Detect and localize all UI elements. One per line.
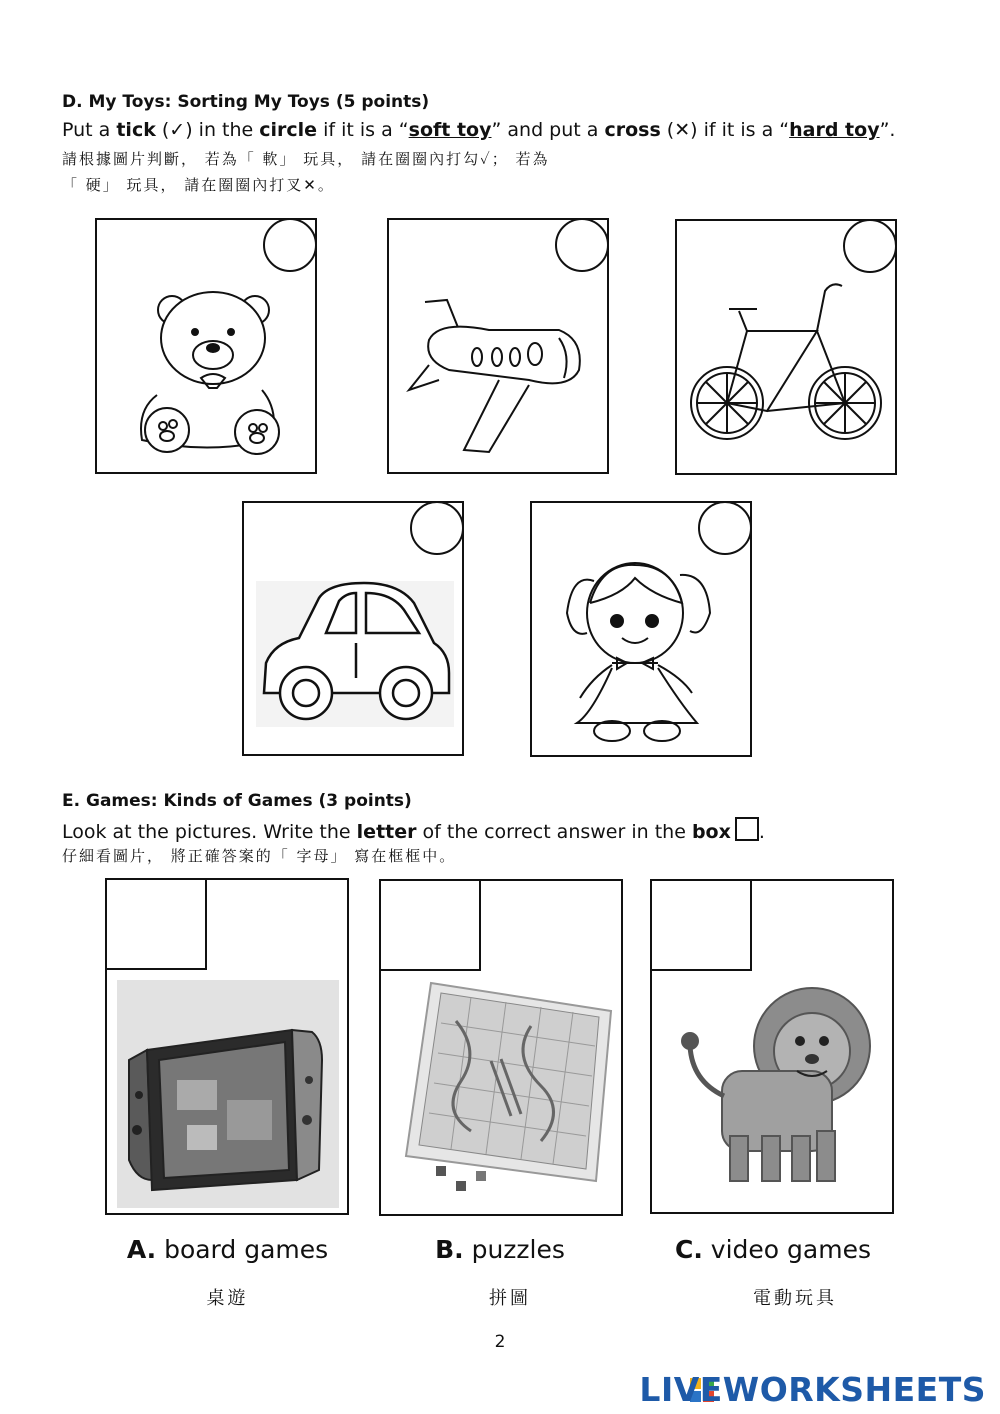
toy-answer-circle-5[interactable] <box>698 501 752 555</box>
toy-answer-circle-3[interactable] <box>843 219 897 273</box>
section-d-chinese-line-1: 請根據圖片判斷， 若為「 軟」 玩具， 請在圈圈內打勾✓； 若為 <box>62 150 550 168</box>
section-d-chinese-line-2: 「 硬」 玩具， 請在圈圈內打叉✕。 <box>62 176 335 194</box>
toy-answer-circle-1[interactable] <box>263 218 317 272</box>
toy-answer-circle-4[interactable] <box>410 501 464 555</box>
option-a-chinese: 桌遊 <box>206 1288 249 1309</box>
section-e-instruction: Look at the pictures. Write the letter of the correct answer in the box . <box>62 817 765 843</box>
option-b: B. puzzles <box>435 1235 565 1264</box>
game-card-puzzle <box>650 879 894 1214</box>
tick-icon: ✓ <box>169 119 186 141</box>
snakes-and-ladders-board-icon <box>381 881 621 1214</box>
section-e-chinese-line: 仔細看圖片， 將正確答案的「 字母」 寫在框框中。 <box>62 847 457 865</box>
toy-card-airplane <box>387 218 609 474</box>
liveworksheets-brand[interactable]: LIVEWORKSHEETS <box>639 1370 986 1409</box>
game-card-board <box>379 879 623 1216</box>
game-card-console <box>105 878 349 1215</box>
option-c: C. video games <box>675 1235 871 1264</box>
toy-card-bicycle <box>675 219 897 475</box>
toy-answer-circle-2[interactable] <box>555 218 609 272</box>
toy-card-car <box>242 501 464 756</box>
cross-icon: ✕ <box>674 119 691 141</box>
section-e-title: E. Games: Kinds of Games (3 points) <box>62 791 412 811</box>
game-console-icon <box>107 880 347 1213</box>
page-number: 2 <box>494 1332 506 1352</box>
option-a: A. board games <box>126 1235 329 1264</box>
section-d-instruction: Put a tick (✓) in the circle if it is a “soft toy” and put a cross (✕) if it is a “hard toy”. <box>62 119 896 141</box>
lion-puzzle-icon <box>652 881 892 1212</box>
toy-card-teddy-bear <box>95 218 317 474</box>
toy-card-doll <box>530 501 752 757</box>
option-b-chinese: 拼圖 <box>489 1288 531 1309</box>
option-c-chinese: 電動玩具 <box>753 1288 837 1309</box>
section-d-title: D. My Toys: Sorting My Toys (5 points) <box>62 92 430 112</box>
box-icon <box>735 817 759 841</box>
